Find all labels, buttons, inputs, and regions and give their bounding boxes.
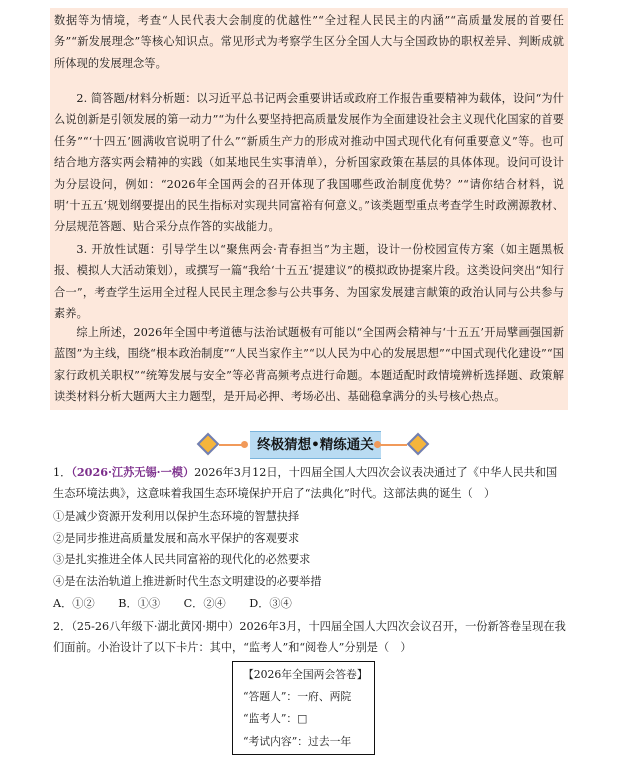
question-1-option-2: ②是同步推进高质量发展和高水平保护的客观要求 (53, 532, 300, 545)
card-line-1: “答题人”：一府、两院 (243, 690, 352, 703)
banner-dot-left (241, 441, 248, 448)
intro-paragraph-1: 数据等为情境，考查“人民代表大会制度的优越性”“全过程人民民主的内涵”“高质量发展的首要任务”“新发展理念”等核心知识点。常见形式为考察学生区分全国人大与全国政协的职权差异、判断成就所体现的发展理念等。 (54, 14, 564, 70)
question-2 (53, 616, 567, 658)
choice-c: C．②④ (183, 597, 226, 610)
question-1-choices (53, 593, 312, 614)
question-1 (53, 462, 567, 504)
choice-b: B．①③ (118, 597, 161, 610)
question-1-option-3: ③是扎实推进全体人民共同富裕的现代化的必然要求 (53, 553, 311, 566)
choice-a: A．①② (53, 597, 95, 610)
question-1-source: （2026·江苏无锡·一模） (71, 465, 195, 479)
answer-card (232, 661, 375, 755)
question-1-stem: 2026年3月12日，十四届全国人大四次会议表决通过了《中华人民共和国生态环境法典》，这意味着我国生态环境保护开启了“法典化”时代。这部法典的诞生（ ） (53, 466, 558, 500)
card-title: 【2026年全国两会答卷】 (243, 668, 368, 681)
card-line-3: “考试内容”：过去一年 (243, 735, 352, 748)
diamond-right-icon (407, 433, 430, 456)
intro-paragraph-4: 综上所述，2026年全国中考道德与法治试题极有可能以“全国两会精神与‘十五五’开局擘画强国新蓝图”为主线，围绕“根本政治制度”“人民当家作主”“以人民为中心的发展思想”“中国式现代化建设”“国家行政机关职权”“统筹发展与安全”等必背高频考点进行命题。本题适配时政情境辨析选择题、政策解读类材料分析大题两大主力题型，是开局必押、考场必出、基础稳拿满分的头号核心热点。 (54, 326, 564, 404)
question-1-option-1: ①是减少资源开发利用以保护生态环境的智慧抉择 (53, 510, 300, 523)
question-2-text: （25-26八年级下·湖北黄冈·期中）2026年3月，十四届全国人大四次会议召开，一份新答卷呈现在我们面前。小治设计了以下卡片：其中，“监考人”和“阅卷人”分别是（ ） (53, 620, 566, 654)
question-2-number: 2． (53, 620, 72, 633)
question-1-option-4: ④是在法治轨道上推进新时代生态文明建设的必要举措 (53, 575, 322, 588)
section-title: 终极猜想•精练通关 (250, 431, 381, 459)
question-1-number: 1． (53, 466, 72, 479)
section-banner (197, 430, 429, 460)
banner-line-right (377, 444, 407, 446)
intro-paragraph-2: 2. 简答题/材料分析题：以习近平总书记两会重要讲话或政府工作报告重要精神为载体，设问“为什么说创新是引领发展的第一动力”“为什么要坚持把高质量发展作为全面建设社会主义现代化国家的首要任务”“‘十四五’圆满收官说明了什么”“新质生产力的形成对推动中国式现代化有何重要意义”等。也可结合地方落实两会精神的实践（如某地民生实事清单），分析国家政策在基层的具体体现。设问可设计为分层设问，例如：“2026年全国两会的召开体现了我国哪些政治制度优势？”“请你结合材料，说明‘十五五’规划纲要提出的民生指标对实现共同富裕有何意义。”该类题型重点考查学生时政溯源教材、分层规范答题、贴合采分点作答的实战能力。 (54, 92, 564, 234)
choice-d: D．③④ (249, 597, 292, 610)
card-line-2: “监考人”：□ (243, 712, 308, 725)
diamond-left-icon (197, 433, 220, 456)
intro-paragraph-3: 3. 开放性试题：引导学生以“聚焦两会·青春担当”为主题，设计一份校园宣传方案（如主题黑板报、模拟人大活动策划），或撰写一篇“我给‘十五五’提建议”的模拟政协提案片段。这类设问突出“知行合一”，考查学生运用全过程人民民主理念参与公共事务、为国家发展建言献策的政治认同与公共参与素养。 (54, 243, 564, 321)
